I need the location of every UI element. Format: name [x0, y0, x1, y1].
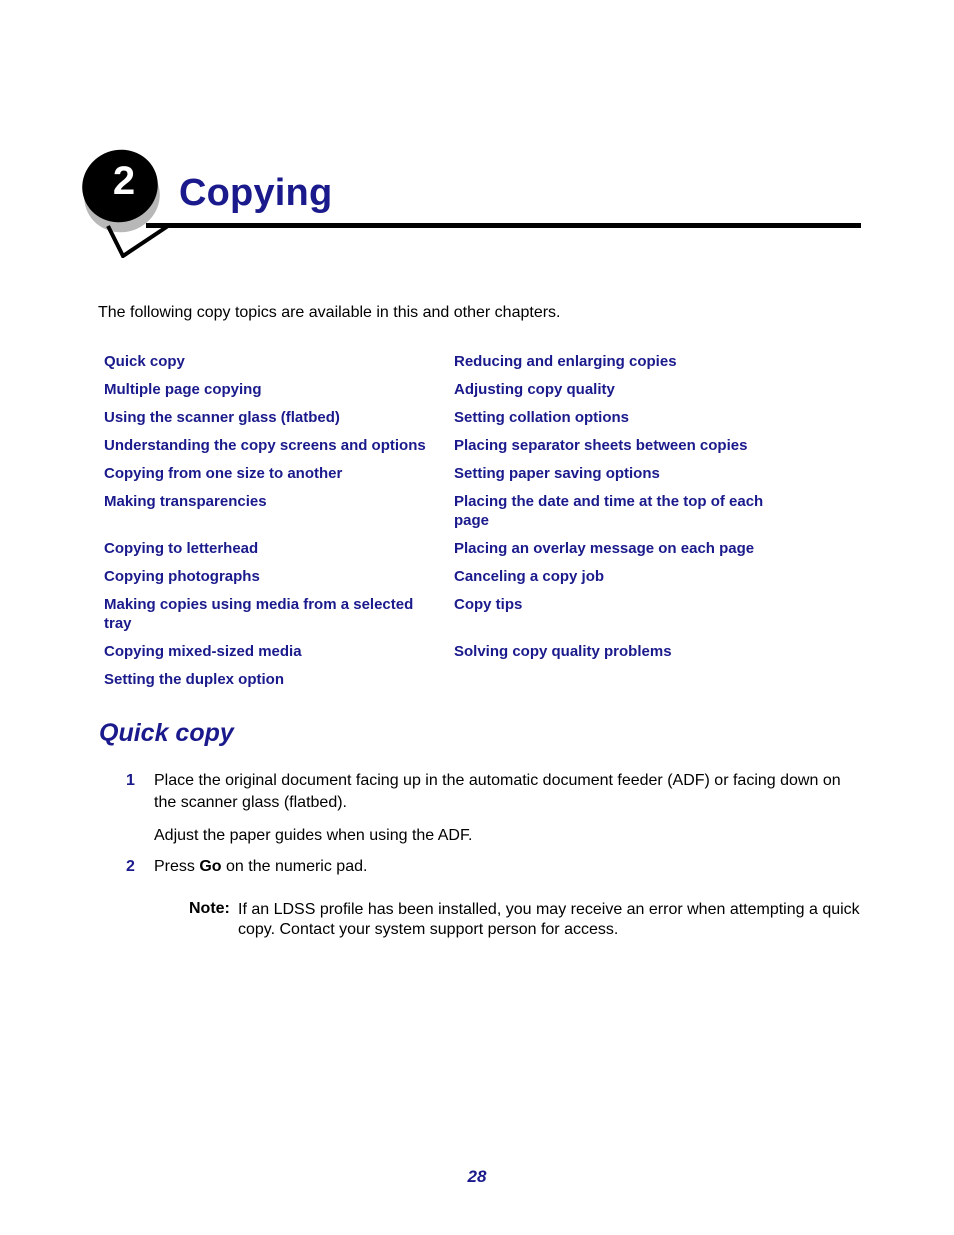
topic-link[interactable]: Placing an overlay message on each page	[454, 540, 755, 557]
topic-link[interactable]: Understanding the copy screens and options	[104, 437, 426, 454]
page-number: 28	[467, 1167, 487, 1186]
topic-link[interactable]: Copying mixed-sized media	[104, 643, 302, 660]
chapter-title-rule	[146, 223, 861, 228]
topic-link[interactable]: Setting the duplex option	[104, 671, 284, 688]
step-subtext: Adjust the paper guides when using the ADF.	[154, 827, 473, 844]
step-text-part: Press	[154, 858, 200, 875]
topic-link[interactable]: Reducing and enlarging copies	[454, 353, 677, 370]
topic-link[interactable]: Placing separator sheets between copies	[454, 437, 748, 454]
go-key-label: Go	[199, 858, 222, 875]
step-number: 1	[126, 772, 135, 789]
topic-link[interactable]: Setting paper saving options	[454, 465, 660, 482]
topic-link[interactable]: Canceling a copy job	[454, 568, 605, 585]
step-number: 2	[126, 858, 135, 875]
topic-link[interactable]: Copying from one size to another	[104, 465, 343, 482]
topic-link[interactable]: Copy tips	[454, 596, 523, 613]
step-text	[154, 856, 367, 878]
note-label: Note:	[189, 900, 230, 917]
note-text: If an LDSS profile has been installed, you may receive an error when attempting a quick copy. Contact your system support person for access.	[238, 901, 860, 938]
topic-link[interactable]: Making transparencies	[104, 493, 267, 510]
topic-link[interactable]: Placing the date and time at the top of each page	[454, 493, 764, 529]
topic-link[interactable]: Multiple page copying	[104, 381, 262, 398]
topic-link[interactable]: Quick copy	[104, 353, 185, 370]
chapter-title: Copying	[179, 172, 333, 214]
topic-link[interactable]: Solving copy quality problems	[454, 643, 672, 660]
step-text-part: on the numeric pad.	[221, 858, 368, 875]
step-text: Place the original document facing up in the automatic document feeder (ADF) or facing down on the scanner glass (flatbed).	[154, 772, 841, 811]
topic-link[interactable]: Making copies using media from a selected tray	[104, 596, 414, 632]
topic-link[interactable]: Setting collation options	[454, 409, 629, 426]
chapter-number: 2	[112, 159, 136, 203]
topic-link[interactable]: Adjusting copy quality	[454, 381, 615, 398]
intro-text: The following copy topics are available in this and other chapters.	[98, 304, 561, 321]
topic-link[interactable]: Copying photographs	[104, 568, 260, 585]
topic-link[interactable]: Copying to letterhead	[104, 540, 259, 557]
topic-link[interactable]: Using the scanner glass (flatbed)	[104, 409, 340, 426]
chapter-number-badge	[78, 146, 188, 258]
section-heading: Quick copy	[99, 719, 234, 747]
